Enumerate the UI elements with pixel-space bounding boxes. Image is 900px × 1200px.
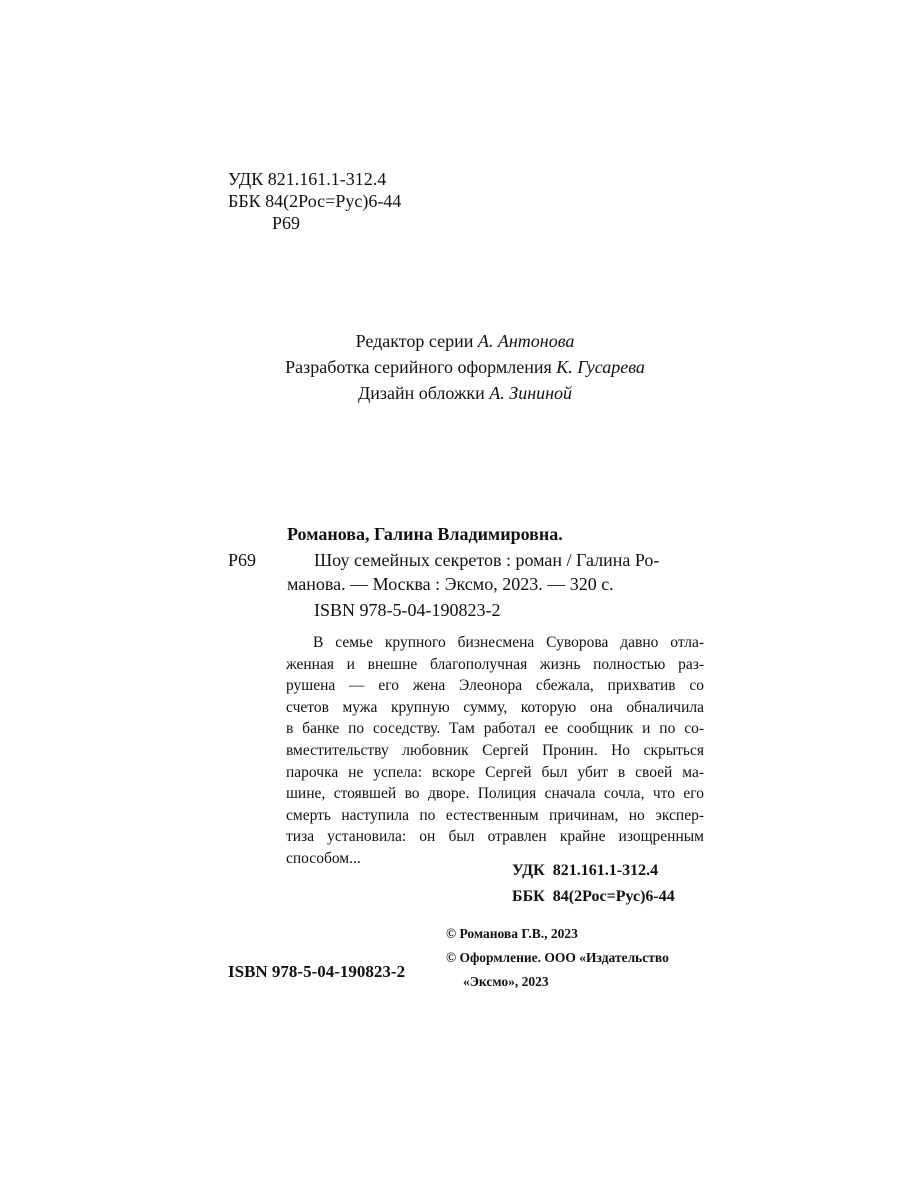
- annotation-line: В семье крупного бизнесмена Суворова давно отла-: [313, 634, 704, 651]
- series-design-label: Разработка серийного оформления: [285, 357, 552, 377]
- annotation-line: женная и внешне благополучная жизнь полностью раз-: [286, 655, 704, 673]
- annotation-line: парочка не успела: вскоре Сергей был убит в своей ма-: [286, 763, 704, 781]
- copyright-design: © Оформление. ООО «Издательство: [446, 950, 669, 965]
- udk-row: [512, 858, 675, 884]
- bbk-row: [512, 884, 675, 910]
- bbk-value: 84(2Рос=Рус)6-44: [552, 888, 675, 905]
- record-author: Романова, Галина Владимировна.: [287, 524, 563, 544]
- author-sign: Р69: [272, 213, 301, 233]
- top-classification-block: [228, 168, 401, 234]
- series-design-name: К. Гусарева: [556, 357, 645, 377]
- copyright-author: © Романова Г.В., 2023: [446, 926, 578, 941]
- series-editor-credit: [250, 328, 680, 354]
- series-editor-name: А. Антонова: [477, 331, 575, 351]
- cover-design-credit: [250, 380, 680, 406]
- annotation-line: вместительству любовник Сергей Пронин. Но скрыться: [286, 741, 704, 759]
- annotation-line: тиза установила: он был отравлен крайне изощренным: [286, 828, 704, 846]
- annotation-line: в банке по соседству. Там работал ее сообщник и по со-: [286, 720, 704, 738]
- copyright-block: [446, 922, 669, 994]
- series-editor-label: Редактор серии: [355, 331, 474, 351]
- credits-block: [250, 328, 680, 406]
- udk-label: УДК: [512, 862, 545, 879]
- cover-design-label: Дизайн обложки: [357, 383, 485, 403]
- annotation-line: способом...: [286, 849, 361, 867]
- annotation-line: шине, стоявшей во дворе. Полиция сначала сочла, что его: [286, 785, 704, 803]
- cover-design-name: А. Зининой: [489, 383, 573, 403]
- annotation-line: счетов мужа крупную сумму, которую она обналичила: [286, 698, 704, 716]
- udk-code: УДК 821.161.1-312.4: [228, 169, 387, 189]
- record-author-sign: Р69: [228, 550, 257, 570]
- isbn-bottom: ISBN 978-5-04-190823-2: [228, 962, 406, 981]
- bbk-code: ББК 84(2Рос=Рус)6-44: [228, 191, 402, 211]
- record-isbn: ISBN 978-5-04-190823-2: [314, 600, 501, 620]
- copyright-publisher: «Эксмо», 2023: [463, 974, 549, 989]
- udk-value: 821.161.1-312.4: [552, 862, 659, 879]
- annotation-line: смерть наступила по естественным причинам, но экспер-: [286, 806, 704, 824]
- annotation-line: рушена — его жена Элеонора сбежала, прихватив со: [286, 677, 704, 695]
- classification-block: [512, 858, 675, 910]
- series-design-credit: [250, 354, 680, 380]
- bbk-label: ББК: [512, 888, 545, 905]
- annotation: [286, 632, 704, 870]
- record-title-line-2: манова. — Москва : Эксмо, 2023. — 320 с.: [287, 574, 614, 594]
- record-title-line-1: Шоу семейных секретов : роман / Галина Ро-: [314, 550, 660, 570]
